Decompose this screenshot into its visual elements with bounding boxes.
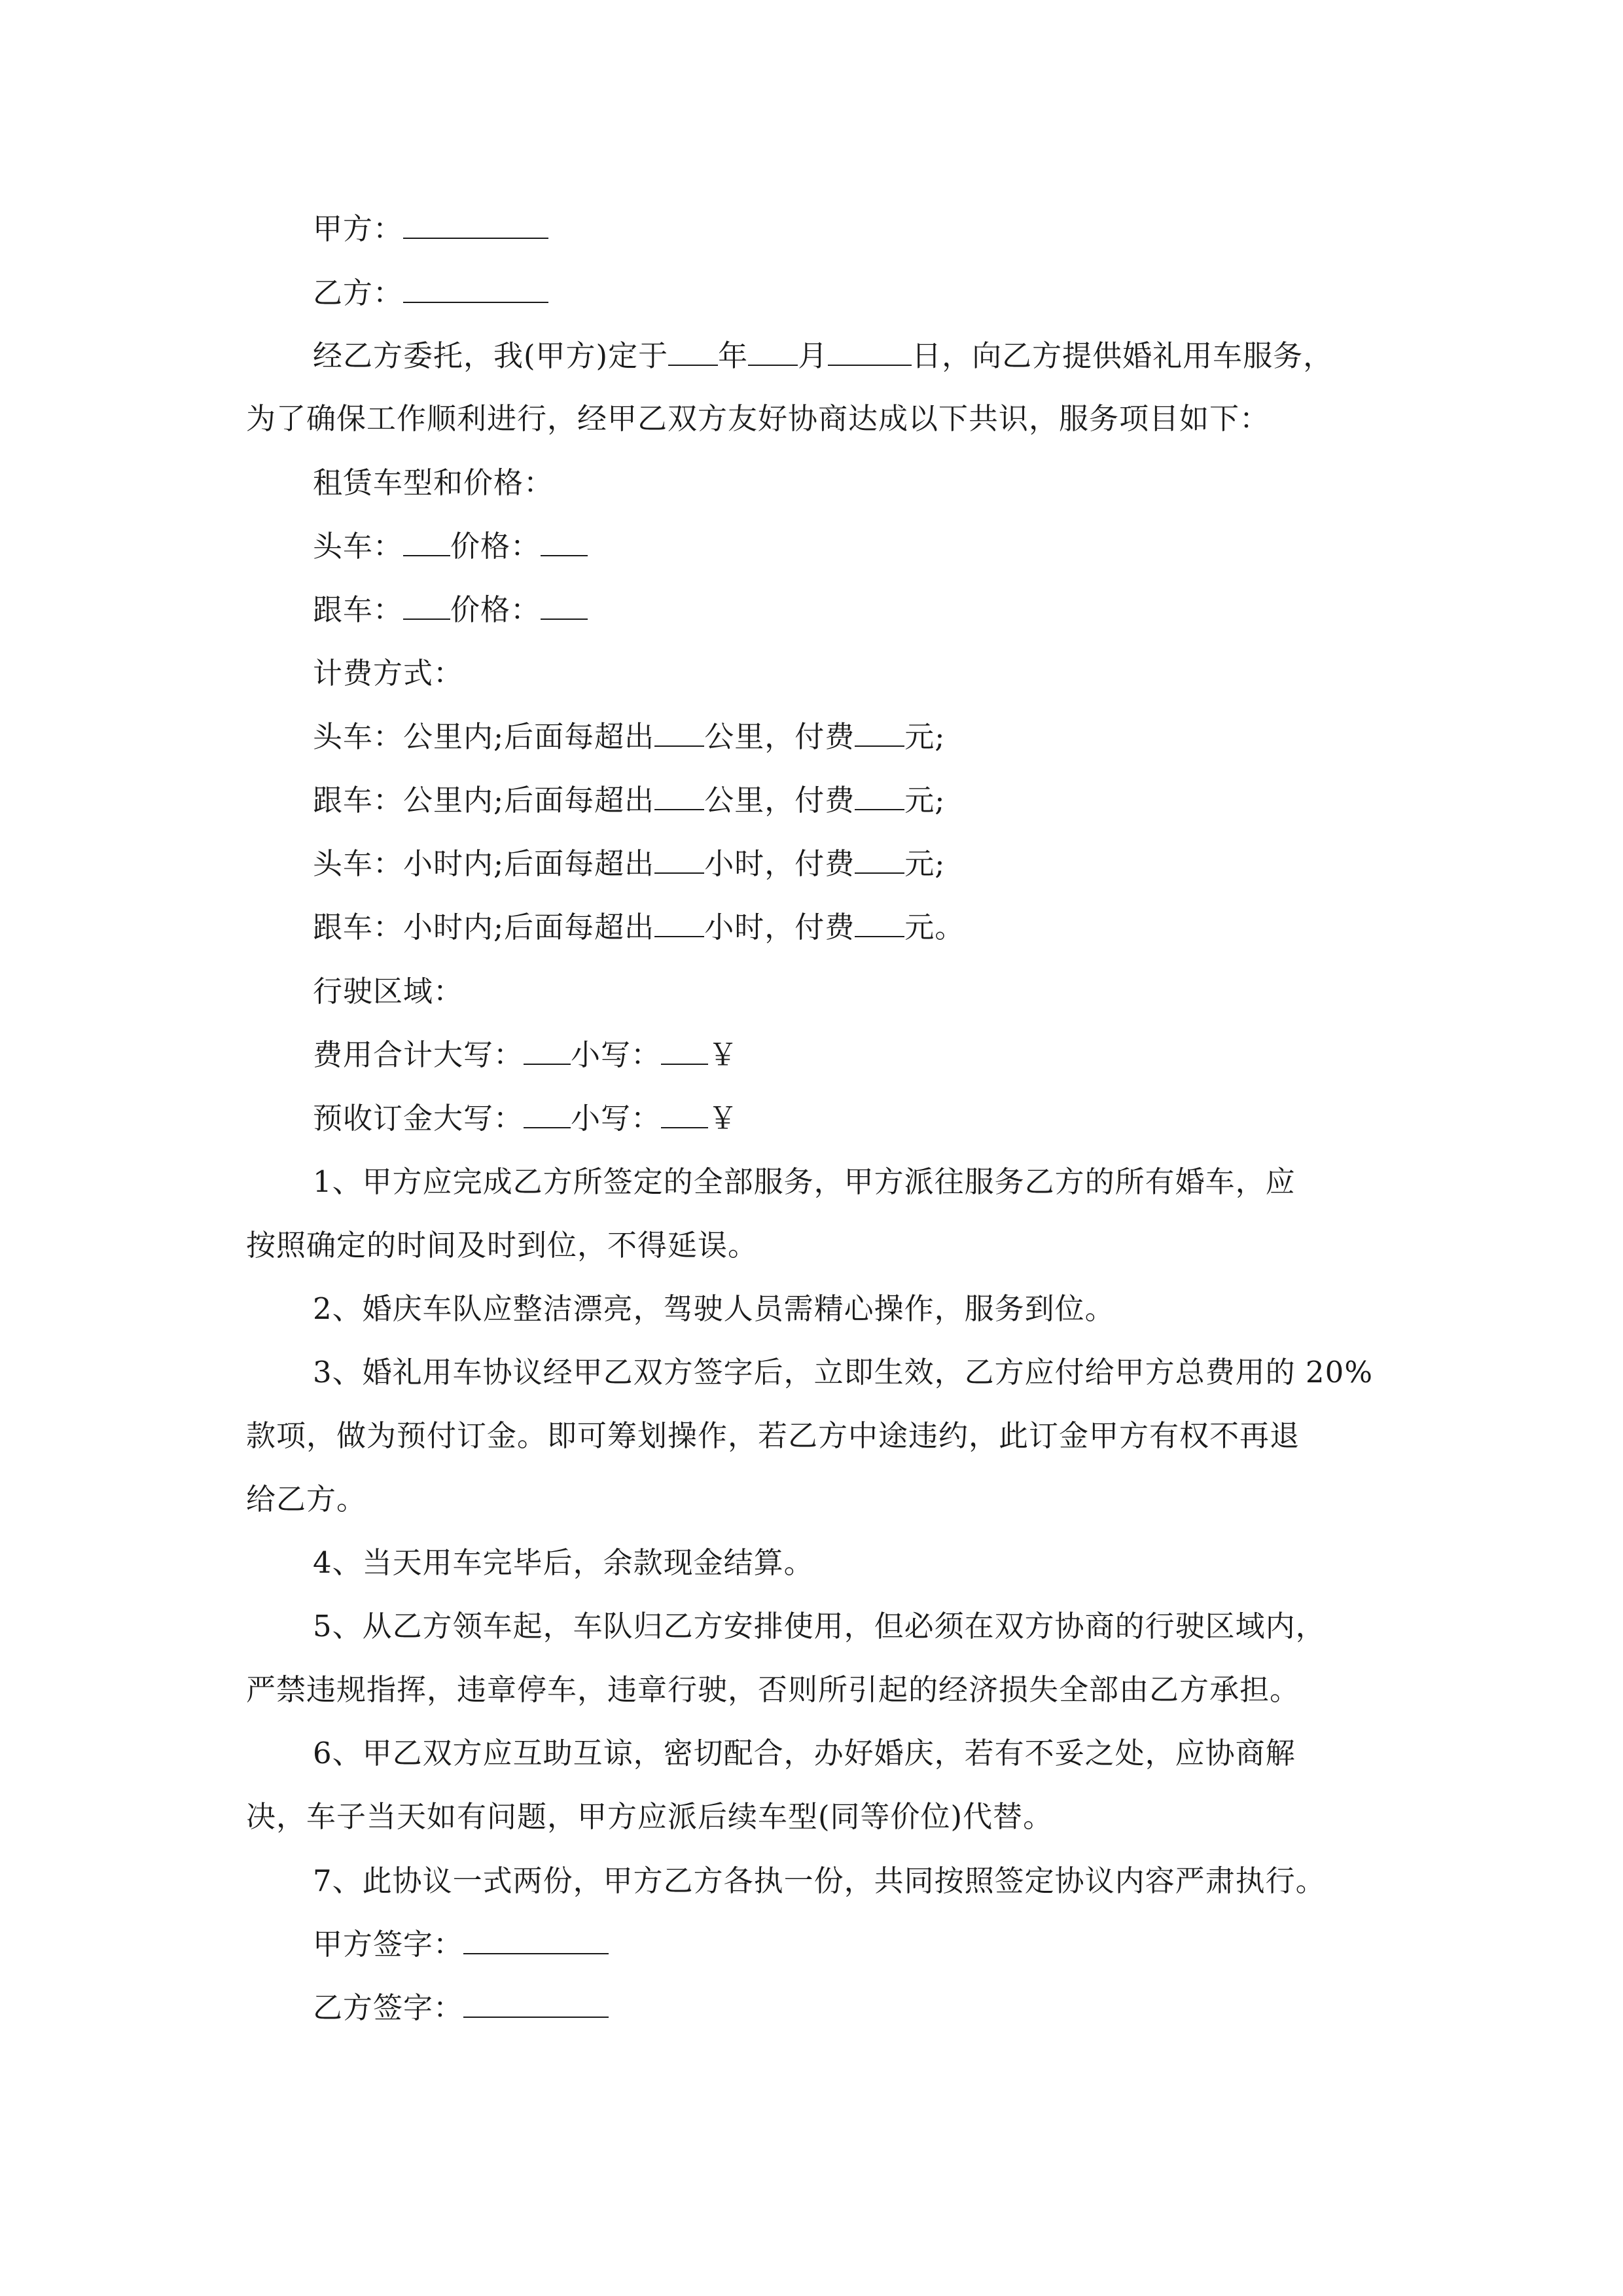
rental-follow-car [313,589,588,631]
deposit-line [313,1098,738,1139]
billing-follow-km [313,780,945,821]
term-4-line [313,1542,814,1584]
lead-price-blank [541,526,588,556]
term-6-text-a: 6、甲乙双方应互助互谅，密切配合，办好婚庆，若有不妥之处，应协商解 [313,1736,1296,1770]
fee-blank [855,907,904,937]
sign-a-label: 甲方签字： [313,1927,464,1962]
term-7-text: 7、此协议一式两份，甲方乙方各执一份，共同按照签定协议内容严肃执行。 [313,1863,1326,1898]
yen-symbol: ￥ [708,1037,739,1072]
hour-included: 小时内;后面每超出 [403,910,655,944]
lead-price-label: 价格： [450,529,541,564]
day-blank [828,336,912,366]
total-small-blank [661,1035,708,1065]
term-5-line-1 [313,1605,1326,1647]
yuan-label: 元; [904,719,946,754]
term-6-line-2 [246,1796,1053,1838]
follow-price-label: 价格： [450,592,541,627]
yen-symbol: ￥ [708,1101,739,1136]
rental-heading-text: 租赁车型和价格： [313,465,554,500]
term-6-line-1 [313,1732,1296,1774]
party-b-blank [403,273,548,303]
follow-price-blank [541,590,588,620]
term-1-text-a: 1、甲方应完成乙方所签定的全部服务，甲方派往服务乙方的所有婚车，应 [313,1164,1296,1199]
intro-month: 月 [798,338,829,373]
total-caps-label: 费用合计大写： [313,1037,524,1072]
lead-car-label: 头车： [313,846,404,881]
yuan-label: 元。 [904,910,965,944]
billing-heading [313,653,463,694]
km-unit: 公里，付费 [704,719,855,754]
term-3-text-a: 3、婚礼用车协议经甲乙双方签字后，立即生效，乙方应付给甲方总费用的 20% [313,1355,1373,1390]
party-a-blank [403,209,548,239]
km-included: 公里内;后面每超出 [403,783,655,817]
deposit-caps-label: 预收订金大写： [313,1101,524,1136]
term-6-text-b: 决，车子当天如有问题，甲方应派后续车型(同等价位)代替。 [246,1799,1054,1834]
intro-day: 日，向乙方提供婚礼用车服务， [912,338,1334,373]
yuan-label: 元; [904,846,946,881]
km-blank [654,717,704,747]
term-1-line-1 [313,1161,1296,1203]
hour-unit: 小时，付费 [704,846,855,881]
party-a-line [313,208,548,250]
small-write-label: 小写： [571,1101,662,1136]
term-5-text-a: 5、从乙方领车起，车队归乙方安排使用，但必须在双方协商的行驶区域内， [313,1609,1326,1643]
party-a-label: 甲方： [313,211,404,246]
term-2-text: 2、婚庆车队应整洁漂亮，驾驶人员需精心操作，服务到位。 [313,1291,1115,1326]
term-3-line-1 [313,1352,1373,1393]
intro-text-1: 经乙方委托，我(甲方)定于 [313,338,669,373]
km-included: 公里内;后面每超出 [403,719,655,754]
lead-car-blank [403,526,450,556]
billing-lead-km [313,716,945,758]
intro-line-2 [246,398,1270,440]
area-heading-text: 行驶区域： [313,974,464,1009]
hour-unit: 小时，付费 [704,910,855,944]
hour-included: 小时内;后面每超出 [403,846,655,881]
intro-year: 年 [718,338,749,373]
term-3-line-3 [246,1479,366,1520]
fee-blank [855,717,904,747]
follow-car-label: 跟车： [313,592,404,627]
term-5-line-2 [246,1669,1300,1711]
term-1-line-2 [246,1225,758,1266]
small-write-label: 小写： [571,1037,662,1072]
sign-a-blank [463,1924,609,1954]
billing-follow-hour [313,906,965,948]
rental-lead-car [313,526,588,567]
term-3-text-c: 给乙方。 [246,1482,367,1516]
year-blank [668,336,718,366]
lead-car-label: 头车： [313,719,404,754]
month-blank [748,336,798,366]
party-b-label: 乙方： [313,276,404,310]
party-b-line [313,272,548,314]
billing-lead-hour [313,843,945,885]
km-unit: 公里，付费 [704,783,855,817]
hour-blank [654,844,704,874]
fee-blank [855,844,904,874]
term-4-text: 4、当天用车完毕后，余款现金结算。 [313,1545,814,1580]
lead-car-label: 头车： [313,529,404,564]
total-line [313,1034,738,1076]
billing-heading-text: 计费方式： [313,656,464,691]
intro-line-1 [313,335,1333,377]
term-5-text-b: 严禁违规指挥，违章停车，违章行驶，否则所引起的经济损失全部由乙方承担。 [246,1672,1300,1707]
term-3-text-b: 款项，做为预付订金。即可筹划操作，若乙方中途违约，此订金甲方有权不再退 [246,1418,1300,1453]
sign-b-label: 乙方签字： [313,1990,464,2025]
sign-b-line [313,1987,609,2029]
fee-blank [855,780,904,810]
term-3-line-2 [246,1415,1300,1457]
area-heading [313,971,463,1013]
sign-a-line [313,1924,609,1965]
yuan-label: 元; [904,783,946,817]
rental-heading [313,462,554,504]
total-caps-blank [524,1035,571,1065]
intro-text-2: 为了确保工作顺利进行，经甲乙双方友好协商达成以下共识，服务项目如下： [246,401,1270,436]
term-7-line [313,1860,1326,1902]
sign-b-blank [463,1988,609,2018]
deposit-small-blank [661,1098,708,1128]
follow-car-blank [403,590,450,620]
hour-blank [654,907,704,937]
km-blank [654,780,704,810]
follow-car-label: 跟车： [313,910,404,944]
term-2-line [313,1288,1115,1330]
term-1-text-b: 按照确定的时间及时到位，不得延误。 [246,1228,758,1263]
deposit-caps-blank [524,1098,571,1128]
follow-car-label: 跟车： [313,783,404,817]
